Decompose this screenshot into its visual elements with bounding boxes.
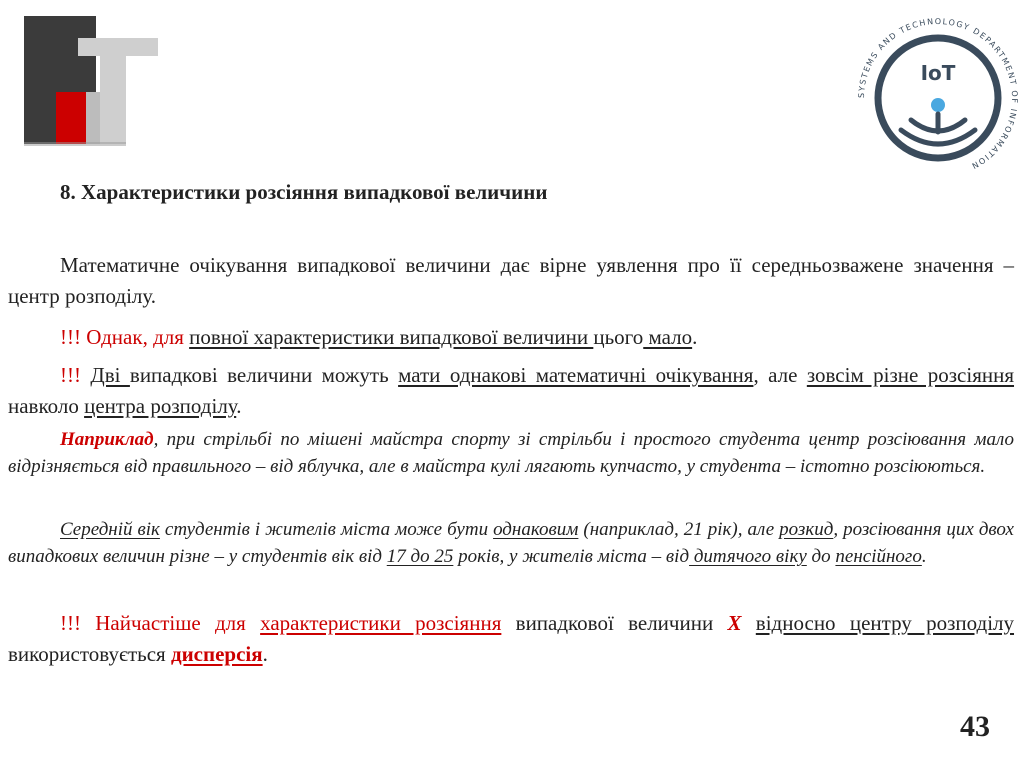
page-number: 43: [960, 710, 990, 743]
svg-text:SYSTEMS AND TECHNOLOGY DEPARTM: SYSTEMS AND TECHNOLOGY DEPARTMENT OF INFORMATION: [856, 16, 1020, 171]
slide-title: 8. Характеристики розсіяння випадкової величини: [60, 180, 548, 204]
paragraph-two-variables: !!! Дві випадкові величини можуть мати однакові математичні очікування, але зовсім різне розсіяння навколо центра розподілу.: [8, 363, 1015, 418]
paragraph-variance: !!! Найчастіше для характеристики розсіяння випадкової величини X відносно центру розподілу використовується дисперсія.: [8, 611, 1015, 666]
paragraph-expectation: Математичне очікування випадкової величини дає вірне уявлення про її середньозважене значення – центр розподілу.: [8, 253, 1014, 308]
paragraph-insufficient: !!! Однак, для повної характеристики випадкової величини цього мало.: [60, 325, 698, 349]
iot-seal-icon: [853, 2, 1023, 192]
example-shooting: Наприклад, при стрільбі по мішені майстра спорту зі стрільби і простого студента центр розсіювання мало відрізняється від правильного – від яблучка, але в майстра кулі лягають купчасто, у студента – істотно розсіюються.: [8, 429, 1014, 477]
department-logo-icon: [20, 12, 160, 147]
svg-text:IoT: IoT: [920, 61, 956, 85]
example-age: Середній вік студентів і жителів міста може бути однаковим (наприклад, 21 рік), але розкид, розсіювання цих двох випадкових величин різне – у студентів вік від 17 до 25 років, у жителів міста – від дитячого віку до пенсійного.: [8, 519, 1014, 567]
